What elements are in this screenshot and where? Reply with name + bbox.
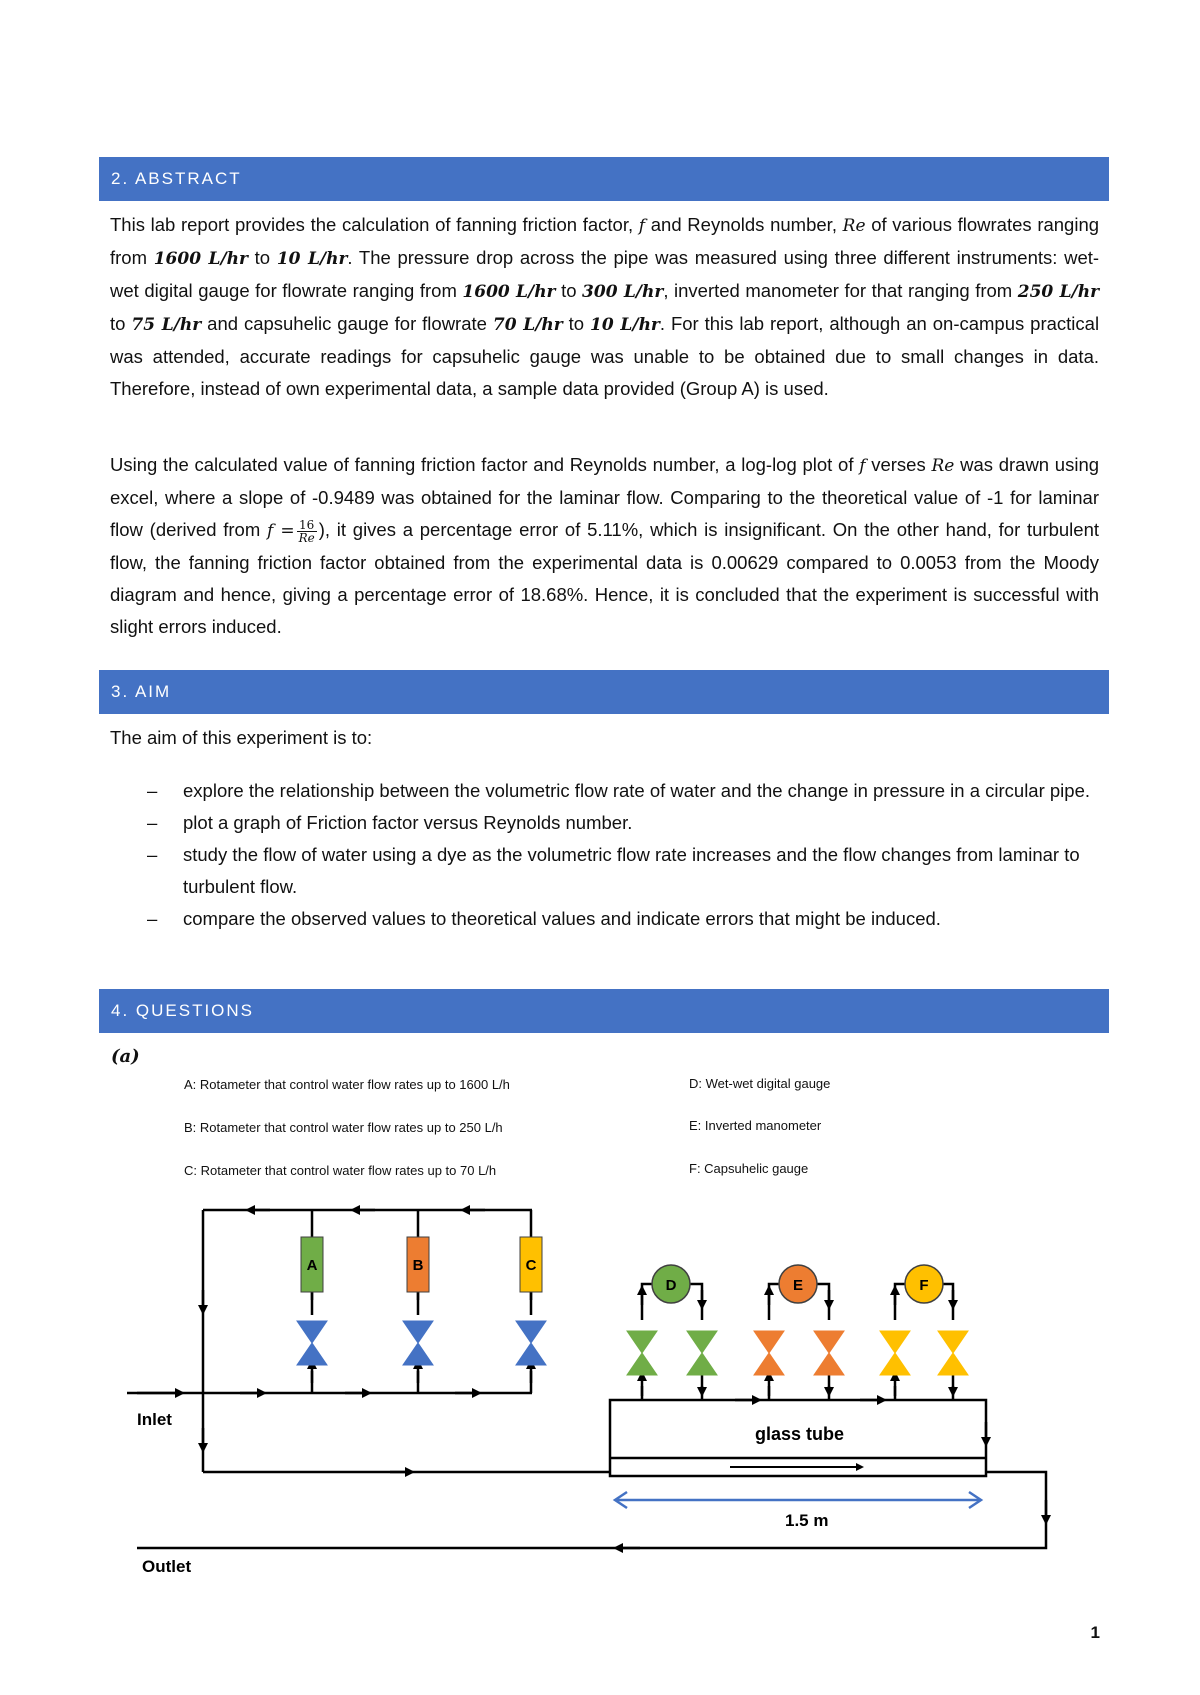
page-number: 1 [1090,1623,1100,1642]
abstract-paragraph-1: This lab report provides the calculation of fanning friction factor, f and Reynolds number, Re of various flowrates ranging from 1600 L/hr to 10 L/hr. The pressure drop across the pipe was measured using three different instruments: wet-wet digital gauge for flowrate ranging from 1600 L/hr to 300 L/hr, inverted manometer for that ranging from 250 L/hr to 75 L/hr and capsuhelic gauge for flowrate 70 L/hr to 10 L/hr. For this lab report, although an on-campus practical was attended, accurate readings for capsuhelic gauge was unable to be obtained due to small changes in data. Therefore, instead of own experimental data, a sample data provided (Group A) is used. [110,214,1100,399]
gauge-label-D: D [665,1277,677,1294]
legend-C: C: Rotameter that control water flow rates up to 70 L/h [184,1163,497,1178]
aim-bullet: – study the flow of water using a dye as the volumetric flow rate increases and the flow changes from laminar to turbulent flow. [147,844,1080,897]
rotameter-label-A: A [306,1257,318,1274]
length-label: 1.5 m [785,1511,829,1530]
valve-D-1 [627,1331,657,1375]
aim-intro: The aim of this experiment is to: [110,727,373,748]
valve-D-2 [687,1331,717,1375]
aim-title: 3. AIM [111,682,172,701]
gauge-label-E: E [792,1277,804,1294]
legend-D: D: Wet-wet digital gauge [689,1076,831,1091]
aim-bullet: – plot a graph of Friction factor versus Reynolds number. [147,812,633,833]
valve-E-1 [754,1331,784,1375]
valve-F-1 [880,1331,910,1375]
legend-E: E: Inverted manometer [689,1118,822,1133]
rotameter-label-B: B [412,1257,424,1274]
question-part-label: (a) [111,1046,140,1067]
legend-B: B: Rotameter that control water flow rates up to 250 L/h [184,1120,503,1135]
aim-bullet: – compare the observed values to theoretical values and indicate errors that might be induced. [147,908,941,929]
inlet-label: Inlet [137,1410,172,1429]
abstract-paragraph-2: Using the calculated value of fanning friction factor and Reynolds number, a log-log plot of f verses Re was drawn using excel, where a slope of -0.9489 was obtained for the laminar flow. Comparing to the theoretical value of -1 for laminar flow (derived from f = $\frac{16}{Re}$ ), it gives a percentage error of 5.11%, which is insignificant. On the other hand, for turbulent flow, the fanning friction factor obtained from the experimental data is 0.00629 compared to 0.0053 from the Moody diagram and hence, giving a percentage error of 18.68%. Hence, it is concluded that the experiment is successful with slight errors induced. [110,454,1100,637]
outlet-label: Outlet [142,1557,192,1576]
questions-title: 4. QUESTIONS [111,1001,255,1020]
legend-F: F: Capsuhelic gauge [689,1161,809,1176]
abstract-title: 2. ABSTRACT [111,169,242,188]
rotameter-label-C: C [525,1257,537,1274]
valve-C [516,1321,546,1365]
legend-A: A: Rotameter that control water flow rates up to 1600 L/h [184,1077,510,1092]
aim-bullet: – explore the relationship between the volumetric flow rate of water and the change in pressure in a circular pipe. [147,780,1091,801]
gauge-label-F: F [919,1277,929,1294]
valve-E-2 [814,1331,844,1375]
valve-F-2 [938,1331,968,1375]
glass-tube-label: glass tube [755,1424,845,1444]
equation-fraction: $\frac{16}{Re}$ [298,517,315,545]
valve-B [403,1321,433,1365]
valve-A [297,1321,327,1365]
